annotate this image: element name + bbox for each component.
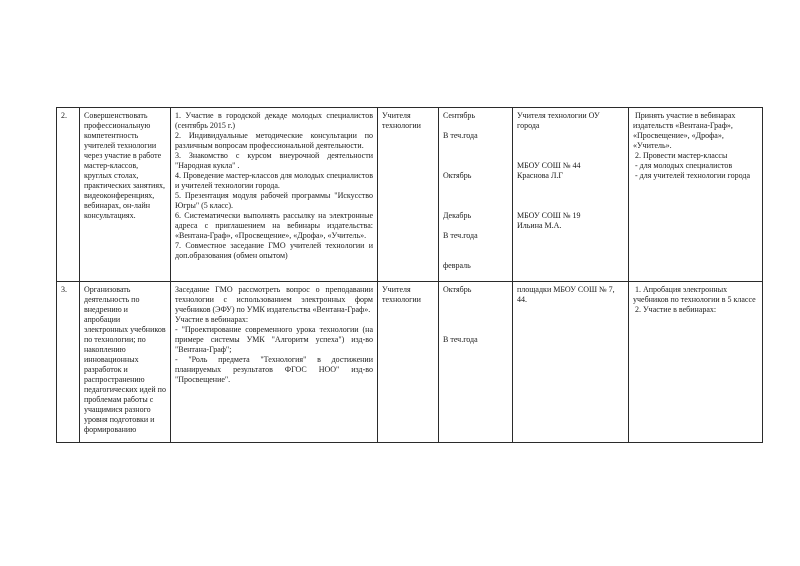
row-number: 2. bbox=[61, 111, 67, 120]
text-line: февраль bbox=[443, 261, 471, 270]
text-line: МБОУ СОШ № 44 bbox=[517, 161, 581, 170]
blank-line bbox=[443, 325, 508, 335]
dates-list bbox=[443, 285, 508, 345]
text-line: Ильина М.А. bbox=[517, 221, 562, 230]
text-line: Заседание ГМО рассмотреть вопрос о преподавании технологии с использованием электронных форм учебников (ЭФУ) по УМК издательства «Вентана-Граф». bbox=[175, 285, 373, 314]
activities-cell bbox=[171, 108, 378, 282]
dates-cell bbox=[439, 108, 513, 282]
blank-line bbox=[517, 201, 624, 211]
blank-line bbox=[443, 181, 508, 191]
results-cell bbox=[629, 282, 763, 443]
row-number-cell bbox=[57, 108, 80, 282]
blank-line bbox=[443, 161, 508, 171]
text-line: 6. Систематически выполнять рассылку на электронные адреса с приглашением на вебинары издательства: «Вентана-Граф», «Просвещение», «Дрофа», «Учитель». bbox=[175, 211, 373, 240]
venue-cell bbox=[513, 282, 629, 443]
activities-list bbox=[175, 111, 373, 261]
results-list bbox=[633, 285, 758, 315]
text-line: 2. Провести мастер-классы bbox=[635, 151, 728, 160]
text-line: Октябрь bbox=[443, 171, 472, 180]
blank-line bbox=[443, 201, 508, 211]
task-text: Организовать деятельность по внедрению и апробации электронных учебников по технологии; по накоплению инновационных разработок и распространению педагогических идей по проблемам работы с учащимися разного уровня подготовки и формированию bbox=[84, 285, 166, 434]
dates-list bbox=[443, 111, 508, 271]
blank-line bbox=[443, 251, 508, 261]
text-line: В теч.года bbox=[443, 335, 478, 344]
text-line: В теч.года bbox=[443, 231, 478, 240]
text-line: - "Проектирование современного урока технологии (на примере системы УМК "Алгоритм успеха") изд-во "Вентана-Граф"; bbox=[175, 325, 373, 354]
blank-line bbox=[443, 315, 508, 325]
venue-list bbox=[517, 111, 624, 231]
text-line: 2. Индивидуальные методические консультации по различным вопросам профессиональной деятельности. bbox=[175, 131, 373, 150]
blank-line bbox=[443, 151, 508, 161]
venue-cell bbox=[513, 108, 629, 282]
text-line: Декабрь bbox=[443, 211, 472, 220]
blank-line bbox=[443, 221, 508, 231]
text-line: - для учителей технологии города bbox=[635, 171, 751, 180]
row-number-cell bbox=[57, 282, 80, 443]
participants-cell bbox=[378, 108, 439, 282]
blank-line bbox=[443, 305, 508, 315]
work-plan-table-body bbox=[57, 108, 763, 443]
text-line: В теч.года bbox=[443, 131, 478, 140]
table-row-3 bbox=[57, 282, 763, 443]
participants-text: Учителя технологии bbox=[382, 111, 421, 130]
participants-cell bbox=[378, 282, 439, 443]
text-line: 7. Совместное заседание ГМО учителей технологии и доп.образования (обмен опытом) bbox=[175, 241, 373, 260]
results-cell bbox=[629, 108, 763, 282]
text-line: - "Роль предмета "Технология" в достижении планируемых результатов ФГОС НОО" изд-во "Просвещение". bbox=[175, 355, 373, 384]
participants-text: Учителя технологии bbox=[382, 285, 421, 304]
blank-line bbox=[443, 191, 508, 201]
text-line: 1. Участие в городской декаде молодых специалистов (сентябрь 2015 г.) bbox=[175, 111, 373, 130]
text-line: площадки МБОУ СОШ № 7, 44. bbox=[517, 285, 615, 304]
text-line: Участие в вебинарах: bbox=[175, 315, 249, 324]
text-line: 4. Проведение мастер-классов для молодых специалистов и учителей технологии города. bbox=[175, 171, 373, 190]
task-text: Совершенствовать профессиональную компетентность учителей технологии через участие в работе мастер-классов, круглых столах, практических занятиях, видеоконференциях, вебинарах, он-лайн консультациях. bbox=[84, 111, 166, 220]
text-line: - для молодых специалистов bbox=[635, 161, 733, 170]
text-line: 5. Презентация модуля рабочей программы "Искусство Югры" (5 класс). bbox=[175, 191, 373, 210]
blank-line bbox=[517, 151, 624, 161]
venue-list bbox=[517, 285, 624, 305]
blank-line bbox=[517, 181, 624, 191]
text-line: 2. Участие в вебинарах: bbox=[635, 305, 717, 314]
text-line: Краснова Л.Г bbox=[517, 171, 563, 180]
blank-line bbox=[443, 295, 508, 305]
work-plan-table bbox=[56, 107, 763, 443]
blank-line bbox=[517, 141, 624, 151]
text-line: Учителя технологии ОУ города bbox=[517, 111, 600, 130]
task-cell bbox=[80, 282, 171, 443]
text-line: Октябрь bbox=[443, 285, 472, 294]
blank-line bbox=[517, 191, 624, 201]
activities-cell bbox=[171, 282, 378, 443]
dates-cell bbox=[439, 282, 513, 443]
text-line: Принять участие в вебинарах издательств «Вентана-Граф», «Просвещение», «Дрофа», «Учитель». bbox=[633, 111, 736, 150]
table-row-2 bbox=[57, 108, 763, 282]
text-line: Сентябрь bbox=[443, 111, 476, 120]
blank-line bbox=[517, 131, 624, 141]
blank-line bbox=[443, 141, 508, 151]
blank-line bbox=[443, 121, 508, 131]
results-list bbox=[633, 111, 758, 181]
text-line: 1. Апробация электронных учебников по технологии в 5 классе bbox=[633, 285, 756, 304]
row-number: 3. bbox=[61, 285, 67, 294]
blank-line bbox=[443, 241, 508, 251]
text-line: МБОУ СОШ № 19 bbox=[517, 211, 581, 220]
activities-list bbox=[175, 285, 373, 385]
task-cell bbox=[80, 108, 171, 282]
text-line: 3. Знакомство с курсом внеурочной деятельности "Народная кукла" . bbox=[175, 151, 373, 170]
